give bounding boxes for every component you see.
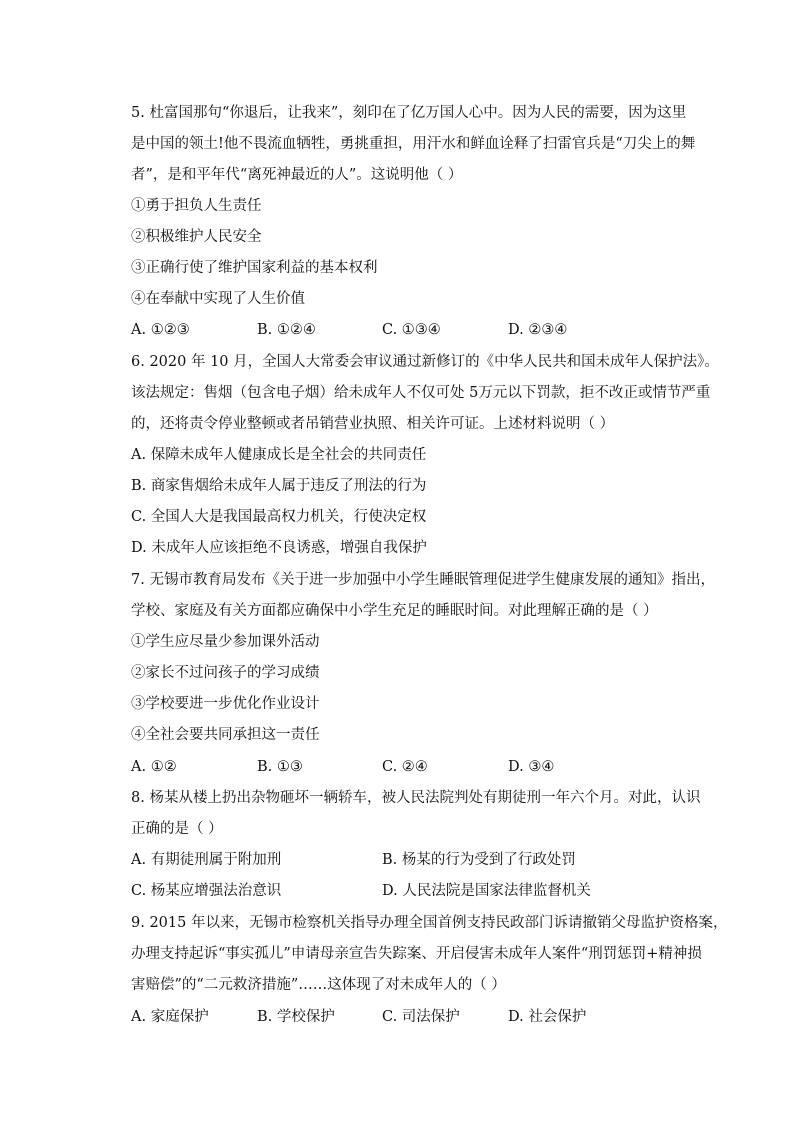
question-5-statement-1: ①勇于担负人生责任 [131, 198, 262, 214]
question-6-stem-line-3: 的，还将责令停业整顿或者吊销营业执照、相关许可证。上述材料说明（ ） [131, 416, 615, 432]
question-8-option-d[interactable]: D. 人民法院是国家法律监督机关 [382, 883, 591, 899]
question-9-stem-line-3: 害赔偿”的“二元救济措施”……这体现了对未成年人的（ ） [131, 977, 506, 993]
question-9-option-d[interactable]: D. 社会保护 [508, 1009, 587, 1025]
question-6-stem-line-2: 该法规定：售烟（包含电子烟）给未成年人不仅可处 5万元以下罚款，拒不改正或情节严重 [131, 385, 711, 401]
question-9-option-b[interactable]: B. 学校保护 [257, 1009, 335, 1025]
question-5-statement-2: ②积极维护人民安全 [131, 229, 262, 245]
question-7-statement-2: ②家长不过问孩子的学习成绩 [131, 665, 320, 681]
question-5-statement-3: ③正确行使了维护国家利益的基本权利 [131, 260, 378, 276]
question-7-statement-1: ①学生应尽量少参加课外活动 [131, 634, 320, 650]
question-8-option-c[interactable]: C. 杨某应增强法治意识 [131, 883, 282, 899]
question-7-option-b[interactable]: B. ①③ [257, 759, 303, 775]
question-6-option-a[interactable]: A. 保障未成年人健康成长是全社会的共同责任 [131, 447, 427, 463]
question-5-stem-line-2: 是中国的领土!他不畏流血牺牲，勇挑重担，用汗水和鲜血诠释了扫雷官兵是“刀尖上的舞 [131, 136, 696, 152]
question-8-stem-line-1: 8. 杨某从楼上扔出杂物砸坏一辆轿车，被人民法院判处有期徒刑一年六个月。对此，认识 [131, 790, 701, 806]
question-7-option-d[interactable]: D. ③④ [508, 759, 555, 775]
question-7-statement-4: ④全社会要共同承担这一责任 [131, 727, 320, 743]
question-9-option-c[interactable]: C. 司法保护 [382, 1009, 460, 1025]
question-7-option-c[interactable]: C. ②④ [382, 759, 428, 775]
question-6-option-c[interactable]: C. 全国人大是我国最高权力机关，行使决定权 [131, 509, 427, 525]
question-8-option-b[interactable]: B. 杨某的行为受到了行政处罚 [382, 852, 576, 868]
question-6-option-b[interactable]: B. 商家售烟给未成年人属于违反了刑法的行为 [131, 478, 427, 494]
question-6-stem-line-1: 6. 2020 年 10 月，全国人大常委会审议通过新修订的《中华人民共和国未成年人保护法》。 [131, 354, 719, 370]
question-8-stem-line-2: 正确的是（ ） [131, 821, 223, 837]
question-7-statement-3: ③学校要进一步优化作业设计 [131, 696, 320, 712]
question-8-option-a[interactable]: A. 有期徒刑属于附加刑 [131, 852, 282, 868]
question-7-option-a[interactable]: A. ①② [131, 759, 177, 775]
question-5-option-b[interactable]: B. ①②④ [257, 322, 316, 338]
question-5-option-a[interactable]: A. ①②③ [131, 322, 190, 338]
question-5-stem-line-1: 5. 杜富国那句“你退后，让我来”，刻印在了亿万国人心中。因为人民的需要，因为这里 [131, 105, 687, 121]
question-5-statement-4: ④在奉献中实现了人生价值 [131, 291, 305, 307]
question-6-option-d[interactable]: D. 未成年人应该拒绝不良诱惑，增强自我保护 [131, 540, 427, 556]
question-5-stem-line-3: 者”，是和平年代“离死神最近的人”。这说明他（ ） [131, 167, 463, 183]
question-7-stem-line-2: 学校、家庭及有关方面都应确保中小学生充足的睡眠时间。对此理解正确的是（ ） [131, 603, 658, 619]
question-5-option-c[interactable]: C. ①③④ [382, 322, 441, 338]
question-9-option-a[interactable]: A. 家庭保护 [131, 1009, 209, 1025]
question-5-option-d[interactable]: D. ②③④ [508, 322, 568, 338]
question-7-stem-line-1: 7. 无锡市教育局发布《关于进一步加强中小学生睡眠管理促进学生健康发展的通知》指出， [131, 572, 715, 588]
question-9-stem-line-1: 9. 2015 年以来，无锡市检察机关指导办理全国首例支持民政部门诉请撤销父母监护资格案， [131, 915, 728, 931]
question-9-stem-line-2: 办理支持起诉“事实孤儿”申请母亲宣告失踪案、开启侵害未成年人案件“刑罚惩罚+精神损 [131, 946, 702, 962]
